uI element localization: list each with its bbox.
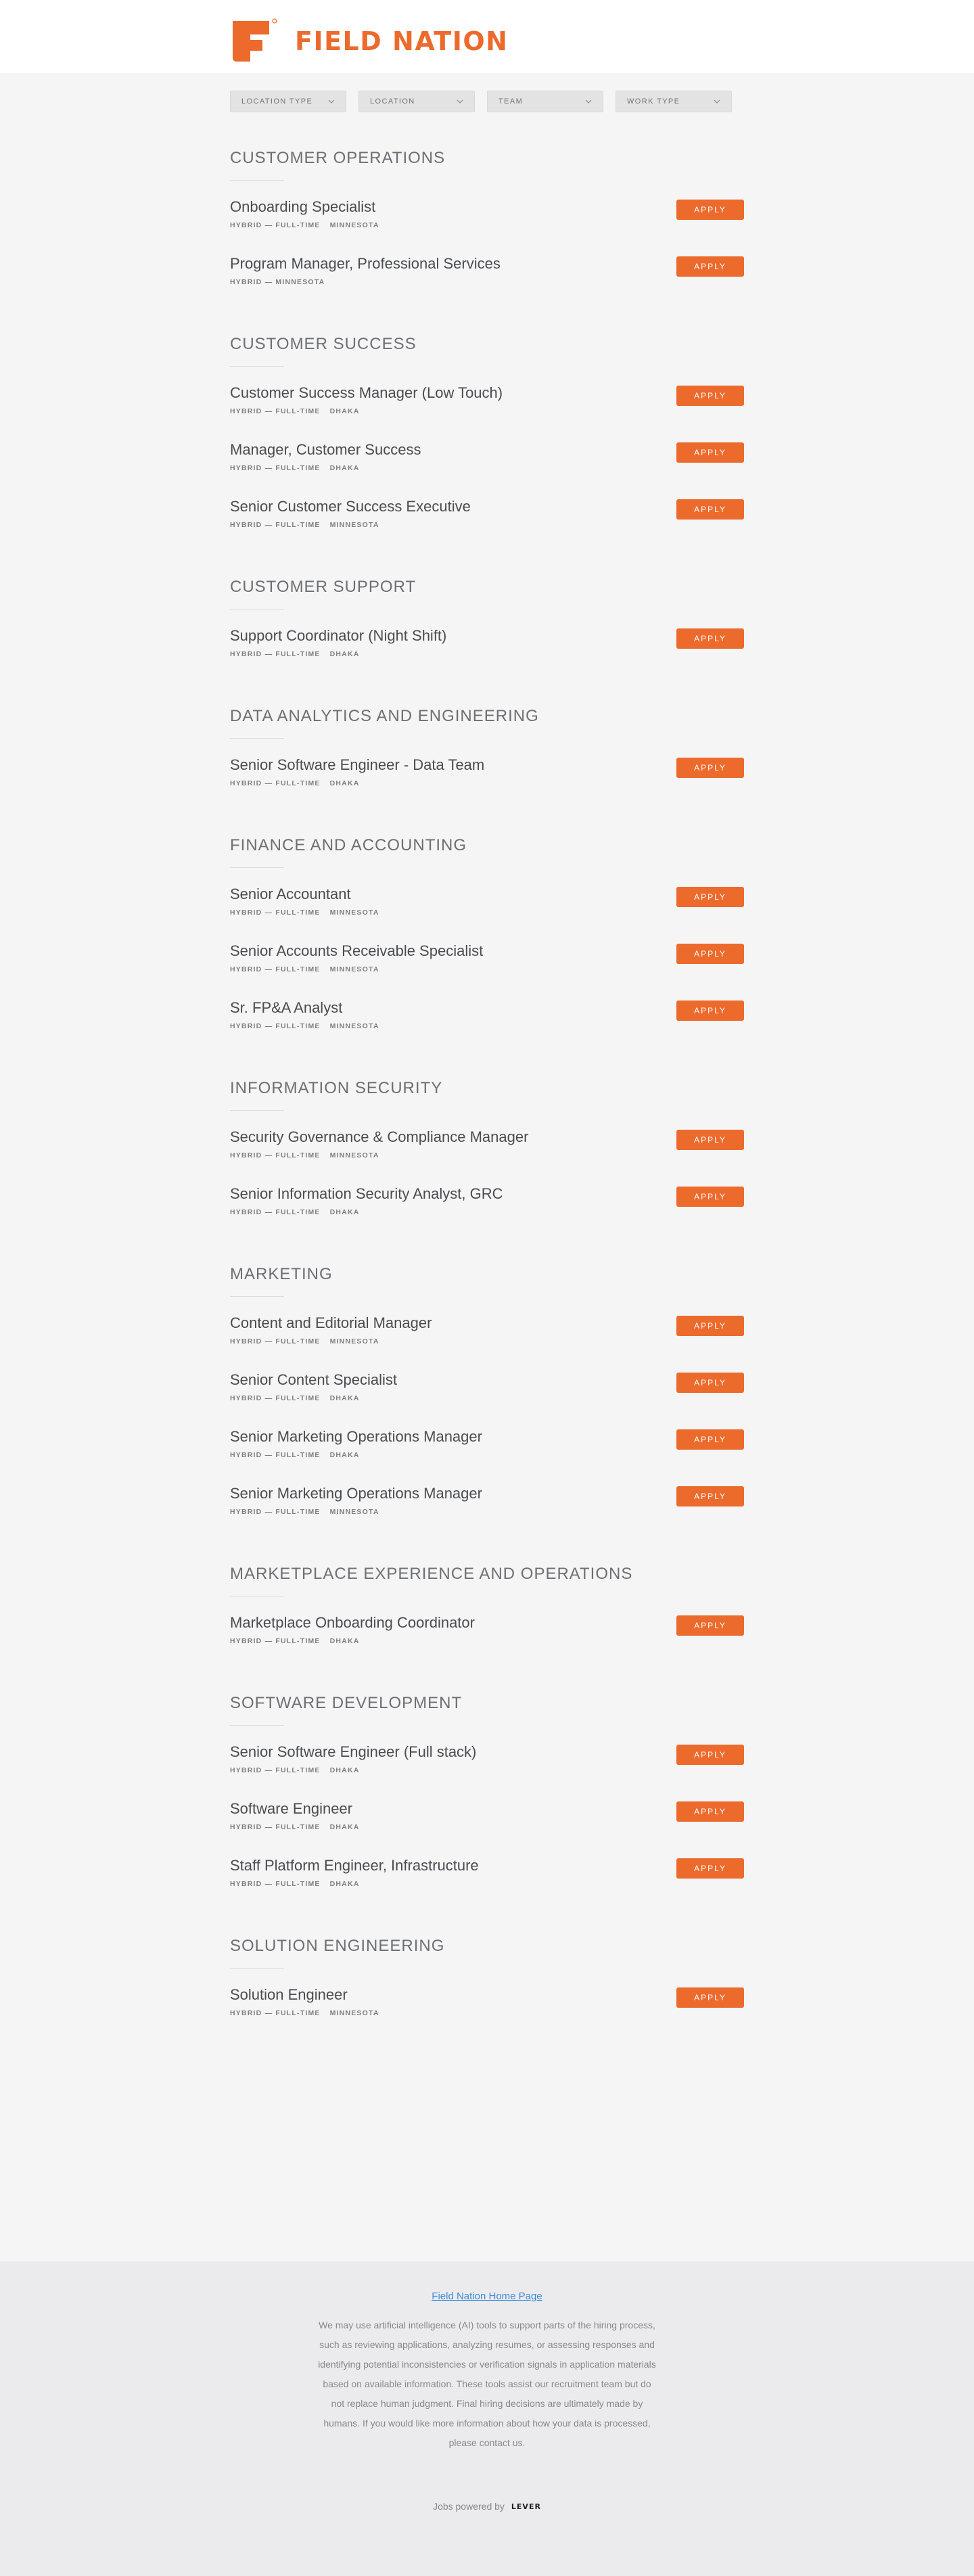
group-title: MARKETING [230,1265,333,1283]
apply-button[interactable]: APPLY [676,1130,744,1150]
job-meta-item: HYBRID — MINNESOTA [230,278,325,286]
group-title: SOFTWARE DEVELOPMENT [230,1694,463,1712]
job-meta-item: MINNESOTA [329,2009,379,2017]
job-meta [230,2009,744,2017]
chevron-down-icon [714,98,720,105]
job-posting [230,996,744,1053]
filter-label: LOCATION TYPE [241,97,313,106]
group-title: SOLUTION ENGINEERING [230,1937,445,1955]
group-divider [230,1725,284,1726]
apply-button[interactable]: APPLY [676,1801,744,1822]
home-page-link[interactable]: Field Nation Home Page [432,2291,542,2302]
job-title-link[interactable]: Content and Editorial Manager [230,1314,432,1331]
postings-list [230,123,744,2040]
filter-bar [230,91,732,112]
job-title-link[interactable]: Senior Marketing Operations Manager [230,1485,482,1502]
filter-location[interactable] [358,91,475,112]
filter-work-type[interactable] [616,91,732,112]
job-title-link[interactable]: Program Manager, Professional Services [230,255,501,272]
apply-button[interactable]: APPLY [676,887,744,907]
group-divider [230,1296,284,1297]
job-meta-item: MINNESOTA [329,965,379,973]
apply-button[interactable]: APPLY [676,1615,744,1636]
job-meta-item: DHAKA [329,779,360,787]
site-header [0,0,974,73]
field-nation-logo-mark [230,18,277,64]
job-title-link[interactable]: Senior Marketing Operations Manager [230,1428,482,1445]
job-meta-item: MINNESOTA [329,1022,379,1030]
job-title-link[interactable]: Senior Content Specialist [230,1371,398,1388]
job-meta-item: MINNESOTA [329,1337,379,1346]
job-posting [230,754,744,810]
job-posting [230,1854,744,1911]
job-meta [230,908,744,917]
posting-group [230,1931,744,2040]
job-meta-item: HYBRID — FULL-TIME [230,407,321,415]
apply-button[interactable]: APPLY [676,944,744,964]
job-posting [230,1983,744,2040]
job-meta [230,521,744,529]
job-meta-item: MINNESOTA [329,1508,379,1516]
job-title-link[interactable]: Senior Software Engineer (Full stack) [230,1743,477,1760]
job-meta-item: HYBRID — FULL-TIME [230,1022,321,1030]
job-meta-item: HYBRID — FULL-TIME [230,1766,321,1774]
job-posting [230,1368,744,1425]
job-posting [230,495,744,552]
job-meta-item: HYBRID — FULL-TIME [230,1508,321,1516]
posting-group [230,1688,744,1911]
job-meta-item: MINNESOTA [329,521,379,529]
job-posting [230,1797,744,1854]
apply-button[interactable]: APPLY [676,628,744,649]
job-meta-item: HYBRID — FULL-TIME [230,2009,321,2017]
group-divider [230,738,284,739]
group-divider [230,1968,284,1969]
group-title: MARKETPLACE EXPERIENCE AND OPERATIONS [230,1565,633,1583]
posting-group [230,143,744,309]
site-footer [0,2261,974,2576]
chevron-down-icon [585,98,592,105]
apply-button[interactable]: APPLY [676,1486,744,1506]
job-posting [230,1425,744,1482]
apply-button[interactable]: APPLY [676,758,744,778]
job-meta [230,221,744,229]
job-posting [230,382,744,438]
chevron-down-icon [457,98,463,105]
job-title-link[interactable]: Solution Engineer [230,1986,348,2003]
filter-location-type[interactable] [230,91,346,112]
job-title-link[interactable]: Software Engineer [230,1800,352,1817]
job-title-link[interactable]: Sr. FP&A Analyst [230,999,343,1016]
job-title-link[interactable]: Staff Platform Engineer, Infrastructure [230,1857,479,1874]
apply-button[interactable]: APPLY [676,1187,744,1207]
apply-button[interactable]: APPLY [676,1987,744,2008]
job-meta-item: HYBRID — FULL-TIME [230,1394,321,1402]
filter-label: TEAM [498,97,524,106]
job-meta-item: HYBRID — FULL-TIME [230,1451,321,1459]
job-meta-item: HYBRID — FULL-TIME [230,1637,321,1645]
group-title: FINANCE AND ACCOUNTING [230,836,467,854]
apply-button[interactable]: APPLY [676,1373,744,1393]
apply-button[interactable]: APPLY [676,499,744,520]
job-meta-item: DHAKA [329,407,360,415]
apply-button[interactable]: APPLY [676,1745,744,1765]
filter-label: LOCATION [370,97,415,106]
apply-button[interactable]: APPLY [676,1858,744,1879]
ai-disclaimer-text: We may use artificial intelligence (AI) tools to support parts of the hiring process, such as reviewing applications, analyzing resumes, or assessing responses and identifying potential inconsistencies or verification signals in application materials based on available information. These tools assist our recruitment team but do not replace human judgment. Final hiring decisions are ultimately made by humans. If you would like more information about how your data is processed, please contact us. [318,2320,656,2448]
logo-wordmark: FIELD NATION [295,26,509,56]
job-posting [230,196,744,252]
job-title-link[interactable]: Onboarding Specialist [230,198,376,215]
posting-group [230,572,744,681]
group-title: CUSTOMER SUPPORT [230,578,417,596]
job-posting [230,1741,744,1797]
job-meta-item: HYBRID — FULL-TIME [230,1151,321,1159]
posting-group [230,329,744,552]
job-meta-item: HYBRID — FULL-TIME [230,965,321,973]
job-meta [230,1880,744,1888]
job-meta-item: DHAKA [329,1823,360,1831]
filter-label: WORK TYPE [627,97,680,106]
job-meta [230,1022,744,1030]
job-meta-item: DHAKA [329,1637,360,1645]
job-meta [230,965,744,973]
job-title-link[interactable]: Senior Software Engineer - Data Team [230,756,485,773]
group-divider [230,366,284,367]
powered-by-text: Jobs powered by [433,2501,505,2512]
job-title-link[interactable]: Customer Success Manager (Low Touch) [230,384,503,401]
job-meta-item: HYBRID — FULL-TIME [230,1337,321,1346]
job-posting [230,1312,744,1368]
job-meta [230,650,744,658]
job-meta-item: DHAKA [329,1451,360,1459]
company-logo[interactable] [230,18,508,64]
job-posting [230,1182,744,1239]
job-title-link[interactable]: Support Coordinator (Night Shift) [230,627,447,644]
job-posting [230,1482,744,1539]
job-meta-item: DHAKA [329,1766,360,1774]
group-divider [230,609,284,610]
apply-button[interactable]: APPLY [676,1001,744,1021]
group-title: INFORMATION SECURITY [230,1079,443,1097]
group-title: DATA ANALYTICS AND ENGINEERING [230,707,539,725]
powered-by [0,2501,974,2512]
job-title-link[interactable]: Manager, Customer Success [230,441,421,458]
job-meta-item: MINNESOTA [329,908,379,917]
job-meta-item: HYBRID — FULL-TIME [230,1208,321,1216]
posting-group [230,702,744,810]
job-meta-item: MINNESOTA [329,1151,379,1159]
job-meta [230,464,744,472]
job-meta [230,278,744,286]
job-meta-item: DHAKA [329,1880,360,1888]
apply-button[interactable]: APPLY [676,1316,744,1336]
job-title-link[interactable]: Senior Accountant [230,886,351,902]
apply-button[interactable]: APPLY [676,256,744,277]
job-posting [230,940,744,996]
apply-button[interactable]: APPLY [676,200,744,220]
job-meta-item: MINNESOTA [329,221,379,229]
job-meta-item: HYBRID — FULL-TIME [230,464,321,472]
job-meta-item: HYBRID — FULL-TIME [230,221,321,229]
job-meta-item: HYBRID — FULL-TIME [230,908,321,917]
posting-group [230,831,744,1053]
group-divider [230,1110,284,1111]
job-posting [230,252,744,309]
job-title-link[interactable]: Security Governance & Compliance Manager [230,1128,529,1145]
group-title: CUSTOMER SUCCESS [230,335,417,353]
job-posting [230,1126,744,1182]
apply-button[interactable]: APPLY [676,1429,744,1450]
job-meta [230,1823,744,1831]
job-meta-item: HYBRID — FULL-TIME [230,779,321,787]
job-meta-item: HYBRID — FULL-TIME [230,650,321,658]
job-meta [230,1508,744,1516]
job-meta [230,1151,744,1159]
job-meta-item: HYBRID — FULL-TIME [230,1880,321,1888]
apply-button[interactable]: APPLY [676,442,744,463]
posting-group [230,1559,744,1668]
group-divider [230,180,284,181]
job-meta [230,1451,744,1459]
apply-button[interactable]: APPLY [676,386,744,406]
job-title-link[interactable]: Marketplace Onboarding Coordinator [230,1614,475,1631]
job-meta [230,1637,744,1645]
job-meta-item: DHAKA [329,464,360,472]
job-posting [230,1611,744,1668]
job-posting [230,883,744,940]
job-title-link[interactable]: Senior Customer Success Executive [230,498,471,515]
job-meta [230,1337,744,1346]
filter-team[interactable] [487,91,603,112]
job-meta [230,1208,744,1216]
job-posting [230,438,744,495]
job-posting [230,624,744,681]
job-meta [230,779,744,787]
job-meta [230,1766,744,1774]
job-meta-item: DHAKA [329,1208,360,1216]
posting-group [230,1260,744,1539]
job-meta-item: HYBRID — FULL-TIME [230,521,321,529]
job-meta-item: DHAKA [329,650,360,658]
job-meta-item: HYBRID — FULL-TIME [230,1823,321,1831]
group-title: CUSTOMER OPERATIONS [230,149,446,167]
job-title-link[interactable]: Senior Accounts Receivable Specialist [230,942,484,959]
job-meta [230,1394,744,1402]
group-divider [230,867,284,868]
chevron-down-icon [328,98,335,105]
posting-group [230,1074,744,1239]
job-meta [230,407,744,415]
job-meta-item: DHAKA [329,1394,360,1402]
job-title-link[interactable]: Senior Information Security Analyst, GRC [230,1185,503,1202]
lever-logo[interactable]: LEVER [511,2502,541,2511]
